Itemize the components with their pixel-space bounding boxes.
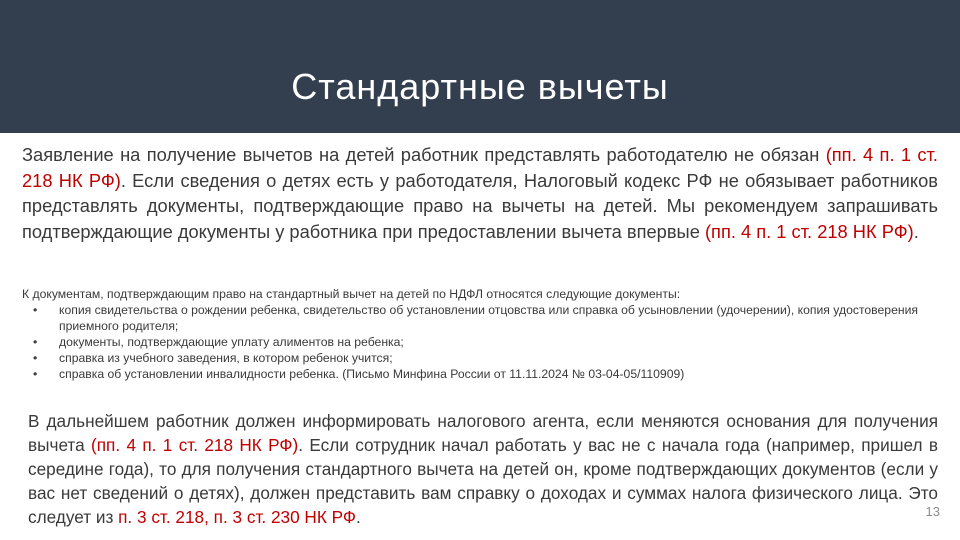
para1-text-1: Заявление на получение вычетов на детей работник представлять работодателю не обязан bbox=[22, 144, 826, 165]
slide-title: Стандартные вычеты bbox=[291, 66, 669, 107]
list-item-text: справка об установлении инвалидности ребенка. (Письмо Минфина России от 11.11.2024 № 03-04-05/110909) bbox=[59, 367, 685, 381]
para2-text-2: . Если сотрудник начал работать у вас не с начала года (например, пришел в середине года), то для получения стандартного вычета на детей он, кроме подтверждающих документов (если у вас нет сведений о детях), должен представить вам справку о доходах и суммах налога физического лица. Это следует из bbox=[28, 435, 938, 527]
para2-text-3: . bbox=[355, 507, 361, 527]
bullet-icon: • bbox=[33, 303, 38, 317]
bullet-icon: • bbox=[33, 351, 38, 365]
list-item-text: копия свидетельства о рождении ребенка, свидетельство об установлении отцовства или справка об усыновлении (удочерении), копия удостоверения приемного родителя; bbox=[59, 303, 918, 333]
documents-list-block bbox=[22, 286, 932, 382]
para2-text-1: В дальнейшем работник должен информировать налогового агента, если меняются основания для получения вычета bbox=[28, 411, 938, 455]
list-item bbox=[22, 302, 932, 334]
para1-text-2: . Если сведения о детях есть у работодателя, Налоговый кодекс РФ не обязывает работников представлять документы, подтверждающие право на вычеты на детей. Мы рекомендуем запрашивать подтверждающие документы у работника при предоставлении вычета впервые bbox=[22, 169, 938, 242]
list-item-text: справка из учебного заведения, в котором ребенок учится; bbox=[59, 351, 393, 365]
list-item bbox=[22, 334, 932, 350]
documents-intro: К документам, подтверждающим право на стандартный вычет на детей по НДФЛ относятся следующие документы: bbox=[22, 287, 681, 301]
law-reference: (пп. 4 п. 1 ст. 218 НК РФ) bbox=[704, 220, 914, 242]
list-item-text: документы, подтверждающие уплату алиментов на ребенка; bbox=[59, 335, 404, 349]
paragraph-application-not-required bbox=[22, 142, 938, 244]
page-number: 13 bbox=[925, 504, 940, 519]
bullet-icon: • bbox=[33, 335, 38, 349]
paragraph-inform-tax-agent bbox=[28, 409, 938, 529]
law-reference: (пп. 4 п. 1 ст. 218 НК РФ) bbox=[91, 435, 299, 455]
para1-text-3: . bbox=[913, 220, 919, 242]
law-reference: п. 3 ст. 218, п. 3 ст. 230 НК РФ bbox=[118, 507, 356, 527]
documents-list bbox=[22, 302, 932, 382]
list-item bbox=[22, 366, 932, 382]
list-item bbox=[22, 350, 932, 366]
bullet-icon: • bbox=[33, 367, 38, 381]
law-reference: (пп. 4 п. 1 ст. 218 НК РФ) bbox=[22, 144, 938, 191]
